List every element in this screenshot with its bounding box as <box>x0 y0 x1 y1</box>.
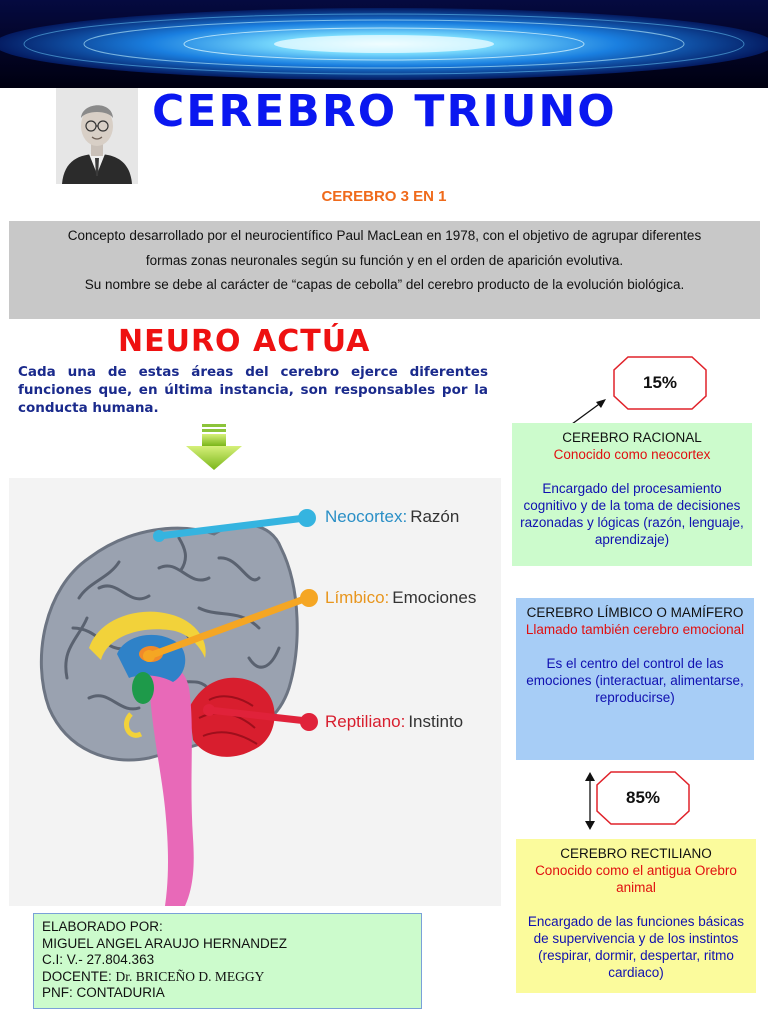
arrow-up-right-icon <box>568 396 610 426</box>
credits-docente <box>42 969 413 986</box>
percent-octagon-racional <box>612 356 708 410</box>
credits-id: C.I: V.- 27.804.363 <box>42 952 155 967</box>
box-cerebro-reptiliano <box>516 839 756 993</box>
credits-line: ELABORADO POR: <box>42 919 163 934</box>
limbico-label <box>325 588 476 607</box>
box-heading: CEREBRO RECTILIANO <box>560 846 712 861</box>
reptiliano-term: Reptiliano: <box>325 712 406 731</box>
neuro-title: NEURO ACTÚA <box>118 324 371 359</box>
limbico-role: Emociones <box>392 588 477 607</box>
box-heading: CEREBRO LÍMBICO O MAMÍFERO <box>526 605 744 620</box>
neocortex-role: Razón <box>410 507 460 526</box>
box-subheading: Conocido como el antigua Orebro animal <box>535 863 737 895</box>
box-body: Encargado de las funciones básicas de supervivencia y de los instintos (respirar, dormir, despertar, ritmo cardiaco) <box>527 914 745 980</box>
credits-docente-label: DOCENTE: <box>42 968 116 984</box>
reptiliano-role: Instinto <box>408 712 464 731</box>
box-heading: CEREBRO RACIONAL <box>562 430 702 445</box>
down-arrow-icon <box>184 424 244 470</box>
page-title: CEREBRO TRIUNO <box>152 86 617 137</box>
brain-diagram <box>9 478 501 906</box>
concept-line: Concepto desarrollado por el neurocientífico Paul MacLean en 1978, con el objetivo de agrupar diferentes <box>67 228 702 243</box>
box-body: Encargado del procesamiento cognitivo y de la toma de decisiones razonadas y lógicas (razón, lenguaje, aprendizaje) <box>520 481 744 547</box>
percent-octagon-reptil <box>595 771 691 825</box>
box-subheading: Conocido como neocortex <box>553 447 711 462</box>
credits-author: MIGUEL ANGEL ARAUJO HERNANDEZ <box>42 935 288 951</box>
percent-racional: 15% <box>642 373 678 392</box>
concept-description <box>9 221 760 319</box>
credits-docente-name: Dr. BRICEÑO D. MEGGY <box>115 968 265 984</box>
neocortex-label <box>325 507 459 526</box>
double-arrow-icon <box>582 772 598 830</box>
box-cerebro-racional <box>512 423 752 566</box>
credits-box <box>33 913 422 1009</box>
concept-line: Su nombre se debe al carácter de “capas de cebolla” del cerebro producto de la evolución biológica. <box>84 277 685 292</box>
page-subtitle: CEREBRO 3 EN 1 <box>321 188 447 205</box>
box-body: Es el centro del control de las emociones (interactuar, alimentarse, reproducirse) <box>526 656 744 705</box>
credits-pnf: PNF: CONTADURIA <box>42 985 165 1000</box>
neocortex-term: Neocortex: <box>325 507 408 526</box>
reptiliano-label <box>325 712 463 731</box>
header-banner-image <box>0 0 768 88</box>
energy-disc-graphic <box>0 0 768 88</box>
maclean-portrait <box>56 88 138 184</box>
concept-line: formas zonas neuronales según su función y en el orden de aparición evolutiva. <box>145 252 624 268</box>
box-subheading: Llamado también cerebro emocional <box>525 622 745 637</box>
percent-reptil: 85% <box>625 788 661 807</box>
box-cerebro-limbico <box>516 598 754 760</box>
limbico-term: Límbico: <box>325 588 390 607</box>
neuro-text: Cada una de estas áreas del cerebro ejerce diferentes funciones que, en última instancia, son responsables por la conducta humana. <box>18 364 488 416</box>
